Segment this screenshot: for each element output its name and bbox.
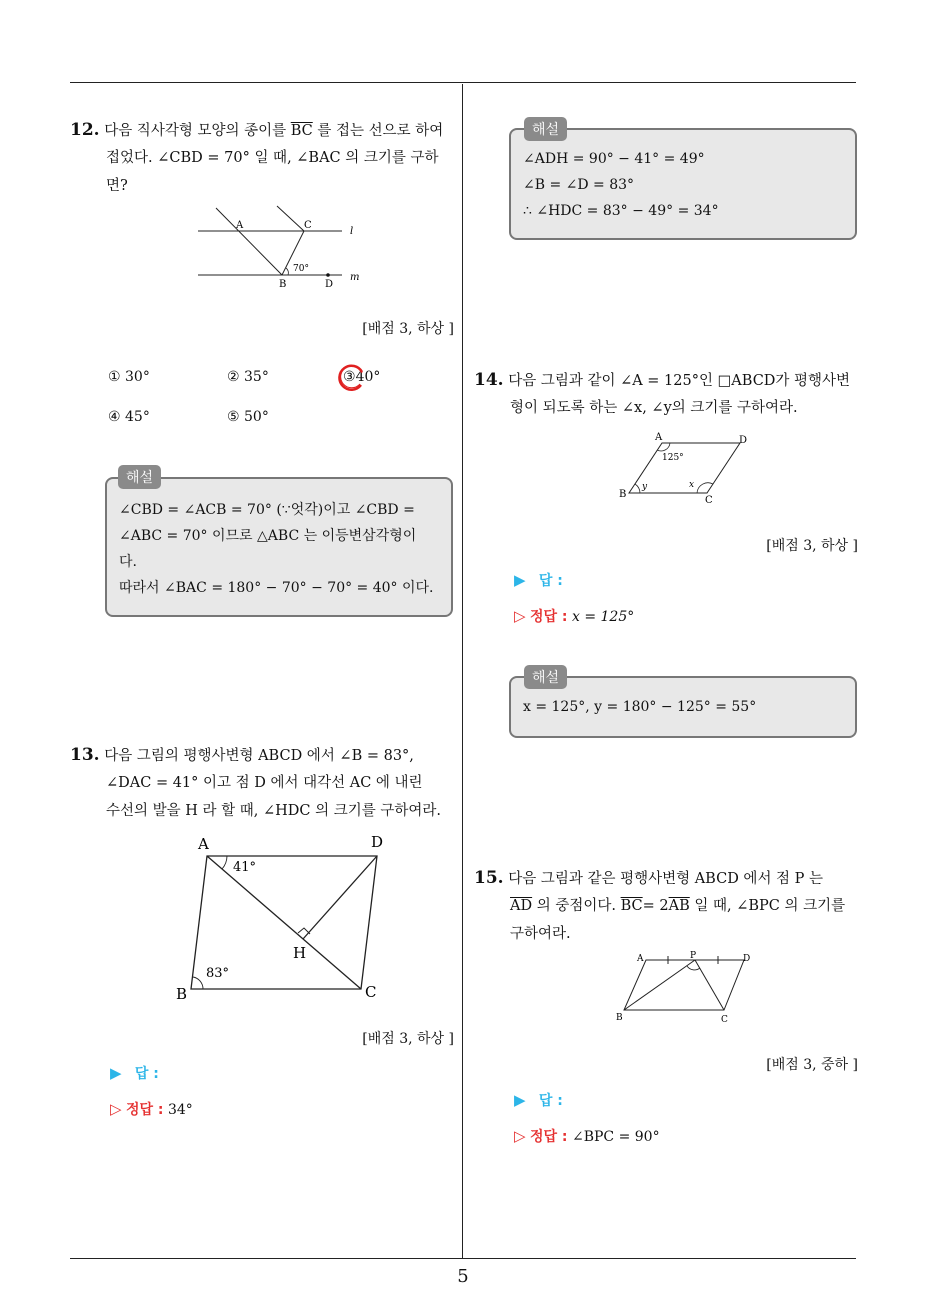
q15-figure bbox=[610, 948, 760, 1028]
label-41: 41° bbox=[233, 860, 257, 875]
q13-correct-value: 34° bbox=[167, 1102, 193, 1118]
q15-answer-row[interactable]: ▶ 답 : bbox=[514, 1091, 563, 1109]
q13-figure bbox=[170, 830, 390, 1005]
label-m: m bbox=[350, 272, 360, 283]
top-rule bbox=[70, 82, 856, 83]
play-triangle-icon: ▶ bbox=[110, 1064, 122, 1082]
q13-correct-row: ▷ 정답 : 34° bbox=[110, 1100, 193, 1118]
outline-triangle-icon: ▷ bbox=[514, 1127, 526, 1145]
label-B: B bbox=[279, 279, 287, 290]
q15-score: [배점 3, 중하 ] bbox=[766, 1057, 858, 1073]
label-A: A bbox=[198, 835, 209, 853]
label-D: D bbox=[371, 833, 384, 851]
label-D: D bbox=[739, 435, 748, 446]
label-D: D bbox=[325, 279, 334, 290]
choice-4[interactable]: ④ 45° bbox=[108, 409, 150, 425]
label-C: C bbox=[365, 983, 377, 1001]
question-number: 12. bbox=[70, 120, 100, 140]
label-B: B bbox=[619, 489, 627, 500]
question-12: 12. 다음 직사각형 모양의 종이를 $\overline{BC}$ 를 접는 선으로 하여 bbox=[70, 120, 444, 140]
label-125: 125° bbox=[662, 453, 684, 463]
label-P: P bbox=[690, 951, 697, 961]
label-A: A bbox=[236, 220, 244, 231]
q15-correct-row: ▷ 정답 : ∠BPC = 90° bbox=[514, 1127, 660, 1145]
bottom-rule bbox=[70, 1258, 856, 1259]
q13-answer-row[interactable]: ▶ 답 : bbox=[110, 1064, 159, 1082]
question-12-line3: 면? bbox=[106, 178, 128, 194]
question-13-line2: ∠DAC = 41° 이고 점 D 에서 대각선 AC 에 내린 bbox=[106, 775, 423, 791]
choice-1[interactable]: ① 30° bbox=[108, 369, 150, 385]
q14-answer-row[interactable]: ▶ 답 : bbox=[514, 571, 563, 589]
label-B: B bbox=[616, 1013, 623, 1023]
label-angle-70: 70° bbox=[293, 264, 309, 274]
q14-figure bbox=[615, 428, 760, 508]
question-15-line3: 구하여라. bbox=[510, 926, 571, 942]
q14-correct-value: x = 125° bbox=[571, 609, 635, 625]
selected-answer-circle-icon bbox=[335, 362, 367, 394]
label-x: x bbox=[689, 480, 695, 490]
question-number: 14. bbox=[474, 370, 504, 390]
label-C: C bbox=[721, 1015, 728, 1025]
label-y: y bbox=[642, 482, 648, 492]
question-13-line3: 수선의 발을 H 라 할 때, ∠HDC 의 크기를 구하여라. bbox=[106, 803, 441, 819]
outline-triangle-icon: ▷ bbox=[110, 1100, 122, 1118]
label-C: C bbox=[705, 495, 713, 506]
column-divider bbox=[462, 84, 463, 1258]
label-C: C bbox=[304, 220, 312, 231]
choice-5[interactable]: ⑤ 50° bbox=[227, 409, 269, 425]
question-12-line2: 접었다. ∠CBD = 70° 일 때, ∠BAC 의 크기를 구하 bbox=[106, 150, 439, 166]
q12-figure bbox=[190, 200, 370, 295]
question-15-line2: $\overline{AD}$ 의 중점이다. $\overline{BC}= 2\overline{AB}$ 일 때, ∠BPC 의 크기를 bbox=[510, 898, 846, 914]
outline-triangle-icon: ▷ bbox=[514, 607, 526, 625]
question-15: 15. 다음 그림과 같은 평행사변형 ABCD 에서 점 P 는 bbox=[474, 868, 824, 888]
play-triangle-icon: ▶ bbox=[514, 571, 526, 589]
question-number: 15. bbox=[474, 868, 504, 888]
question-13: 13. 다음 그림의 평행사변형 ABCD 에서 ∠B = 83°, bbox=[70, 745, 414, 765]
q13-explanation-box: ∠ADH = 90° − 41° = 49° ∠B = ∠D = 83° ∴ ∠HDC = 83° − 49° = 34° bbox=[509, 128, 857, 240]
q12-explanation-box: ∠CBD = ∠ACB = 70° (∵엇각)이고 ∠CBD = ∠ABC = 70° 이므로 △ABC 는 이등변삼각형이 다. 따라서 ∠BAC = 180° − 70° − 70° = 40° 이다. bbox=[105, 477, 453, 617]
label-H: H bbox=[293, 944, 307, 962]
choice-2[interactable]: ② 35° bbox=[227, 369, 269, 385]
label-D: D bbox=[743, 954, 751, 964]
label-83: 83° bbox=[206, 966, 230, 981]
page-number: 5 bbox=[457, 1266, 469, 1287]
play-triangle-icon: ▶ bbox=[514, 1091, 526, 1109]
q13-score: [배점 3, 하상 ] bbox=[362, 1031, 454, 1047]
question-number: 13. bbox=[70, 745, 100, 765]
q14-explanation-box: x = 125°, y = 180° − 125° = 55° bbox=[509, 676, 857, 738]
label-l: l bbox=[350, 226, 354, 237]
question-14: 14. 다음 그림과 같이 ∠A = 125°인 □ABCD가 평행사변 bbox=[474, 370, 851, 390]
label-A: A bbox=[637, 954, 644, 964]
q14-explanation-tag: 해설 bbox=[524, 665, 567, 689]
q14-correct-row: ▷ 정답 : x = 125° bbox=[514, 607, 635, 625]
q15-correct-value: ∠BPC = 90° bbox=[571, 1129, 660, 1145]
q14-score: [배점 3, 하상 ] bbox=[766, 538, 858, 554]
label-B: B bbox=[176, 985, 188, 1003]
label-A: A bbox=[655, 432, 663, 443]
question-14-line2: 형이 되도록 하는 ∠x, ∠y의 크기를 구하여라. bbox=[510, 400, 798, 416]
q12-score: [배점 3, 하상 ] bbox=[362, 321, 454, 337]
q12-explanation-tag: 해설 bbox=[118, 465, 161, 489]
q13-explanation-tag: 해설 bbox=[524, 117, 567, 141]
choice-3[interactable]: ③40° bbox=[343, 369, 381, 385]
